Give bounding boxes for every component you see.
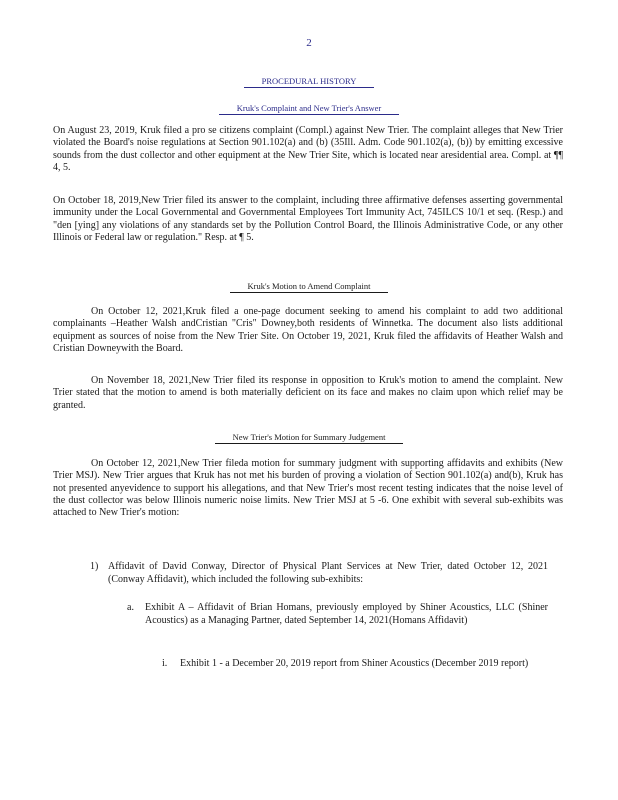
list-marker: 1) [90, 561, 99, 572]
motion-amend-heading [0, 281, 618, 291]
list-item-december-report [162, 657, 530, 670]
list-marker: a. [127, 602, 134, 613]
list-item-conway-affidavit [90, 560, 548, 586]
complaint-answer-heading-text: Kruk's Complaint and New Trier's Answer [219, 103, 400, 115]
list-item-text: Exhibit A – Affidavit of Brian Homans, previously employed by Shiner Acoustics, LLC (Shiner Acoustics) as a Managing Partner, dated September 14, 2021(Homans Affidavit) [145, 602, 548, 626]
list-marker: i. [162, 658, 168, 669]
paragraph-response: On November 18, 2021,New Trier filed its response in opposition to Kruk's motion to amend the complaint. New Trier stated that the motion to amend is both materially deficient on its face and makes no claim upon which relief may be granted. [53, 375, 563, 411]
motion-amend-heading-text: Kruk's Motion to Amend Complaint [230, 281, 389, 293]
procedural-history-heading [0, 76, 618, 86]
list-item-text: Exhibit 1 - a December 20, 2019 report from Shiner Acoustics (December 2019 report) [180, 658, 529, 669]
page-number: 2 [306, 37, 312, 49]
complaint-answer-heading [0, 103, 618, 113]
paragraph-summary-judgement: On October 12, 2021,New Trier fileda motion for summary judgment with supporting affidavits and exhibits (New Trier MSJ). New Trier argues that Kruk has not met his burden of proving a violation of Section 901.102(a) and(b), Kruk has not presented anyevidence to support his allegations, and that New Trier's most recent testing indicates that the noise level of the dust collector was below Illinois numeric noise limits. New Trier MSJ at 5 -6. One exhibit with several sub-exhibits was attached to New Trier's motion: [53, 458, 563, 519]
paragraph-complaint: On August 23, 2019, Kruk filed a pro se citizens complaint (Compl.) against New Trier. The complaint alleges that New Trier violated the Board's noise regulations at Section 901.102(a) and (b) (35Ill. Adm. Code 901.102(a), (b)) by emitting excessive sounds from the dust collector and other equipment at the New Trier Site, which is located near aresidential area. Compl. at ¶¶ 4, 5. [53, 125, 563, 173]
summary-judgement-heading-text: New Trier's Motion for Summary Judgement [215, 432, 404, 444]
summary-judgement-heading [0, 432, 618, 442]
procedural-history-heading-text: PROCEDURAL HISTORY [244, 76, 375, 88]
paragraph-motion-amend: On October 12, 2021,Kruk filed a one-page document seeking to amend his complaint to add two additional complainants –Heather Walsh andCristian "Cris" Downey,both residents of Winnetka. The document also lists additional equipment as sources of noise from the New Trier Site. On October 19, 2021, Kruk filed the affidavits of Heather Walsh and Cristian Downeywith the Board. [53, 306, 563, 354]
list-item-text: Affidavit of David Conway, Director of Physical Plant Services at New Trier, dated October 12, 2021 (Conway Affidavit), which included the following sub-exhibits: [108, 561, 548, 585]
paragraph-answer: On October 18, 2019,New Trier filed its answer to the complaint, including three affirmative defenses asserting governmental immunity under the Local Governmental and Governmental Employees Tort Immunity Act, 745ILCS 10/1 et seq. (Resp.) and "den [ying] any violations of any standards set by the Pollution Control Board, the Illinois Administrative Code, or any other Illinois or Federal law or regulation." Resp. at ¶ 5. [53, 195, 563, 243]
list-item-homans-affidavit [127, 601, 548, 627]
